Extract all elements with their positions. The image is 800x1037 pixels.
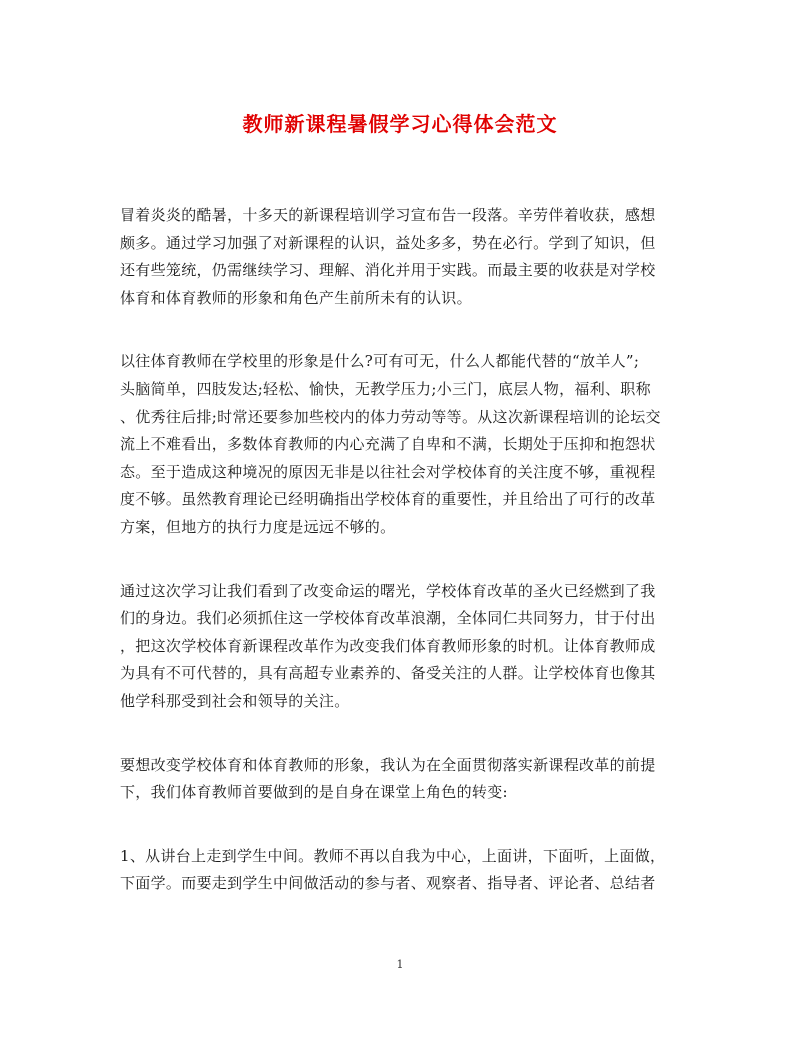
document-body <box>120 202 680 934</box>
text-line: 度不够。虽然教育理论已经明确指出学校体育的重要性，并且给出了可行的改革 <box>120 490 656 509</box>
paragraph <box>120 752 680 807</box>
text-line: ，把这次学校体育新课程改革作为改变我们体育教师形象的时机。让体育教师成 <box>120 636 656 655</box>
text-line: 头脑简单，四肢发达;轻松、愉快，无教学压力;小三门，底层人物，福利、职称 <box>120 379 651 398</box>
text-line: 们的身边。我们必须抓住这一学校体育改革浪潮，全体同仁共同努力，甘于付出 <box>120 609 656 628</box>
paragraph <box>120 843 680 898</box>
text-line: 、优秀往后排;时常还要参加些校内的体力劳动等等。从这次新课程培训的论坛交 <box>120 407 661 426</box>
text-line: 1、从讲台上走到学生中间。教师不再以自我为中心，上面讲，下面听，上面做， <box>120 846 666 865</box>
text-line: 下，我们体育教师首要做到的是自身在课堂上角色的转变: <box>120 783 508 802</box>
text-line: 下面学。而要走到学生中间做活动的参与者、观察者、指导者、评论者、总结者 <box>120 874 656 893</box>
document-title: 教师新课程暑假学习心得体会范文 <box>242 112 558 136</box>
text-line: 通过这次学习让我们看到了改变命运的曙光，学校体育改革的圣火已经燃到了我 <box>120 581 656 600</box>
text-line: 颇多。通过学习加强了对新课程的认识，益处多多，势在必行。学到了知识，但 <box>120 233 656 252</box>
text-line: 他学科那受到社会和领导的关注。 <box>120 691 350 710</box>
text-line: 以往体育教师在学校里的形象是什么?可有可无，什么人都能代替的“放羊人”; <box>120 352 640 371</box>
text-line: 冒着炎炎的酷暑，十多天的新课程培训学习宣布告一段落。辛劳伴着收获，感想 <box>120 206 656 224</box>
paragraph <box>120 578 680 716</box>
text-line: 流上不难看出，多数体育教师的内心充满了自卑和不满，长期处于压抑和抱怨状 <box>120 435 656 454</box>
text-line: 为具有不可代替的，具有高超专业素养的、备受关注的人群。让学校体育也像其 <box>120 664 656 683</box>
text-line: 态。至于造成这种境况的原因无非是以往社会对学校体育的关注度不够，重视程 <box>120 462 656 481</box>
text-line: 要想改变学校体育和体育教师的形象，我认为在全面贯彻落实新课程改革的前提 <box>120 755 656 774</box>
paragraph <box>120 348 680 541</box>
paragraph <box>120 202 680 312</box>
text-line: 体育和体育教师的形象和角色产生前所未有的认识。 <box>120 288 472 307</box>
page-number: 1 <box>396 958 404 971</box>
text-line: 还有些笼统，仍需继续学习、理解、消化并用于实践。而最主要的收获是对学校 <box>120 261 656 280</box>
text-line: 方案，但地方的执行力度是远远不够的。 <box>120 517 396 536</box>
